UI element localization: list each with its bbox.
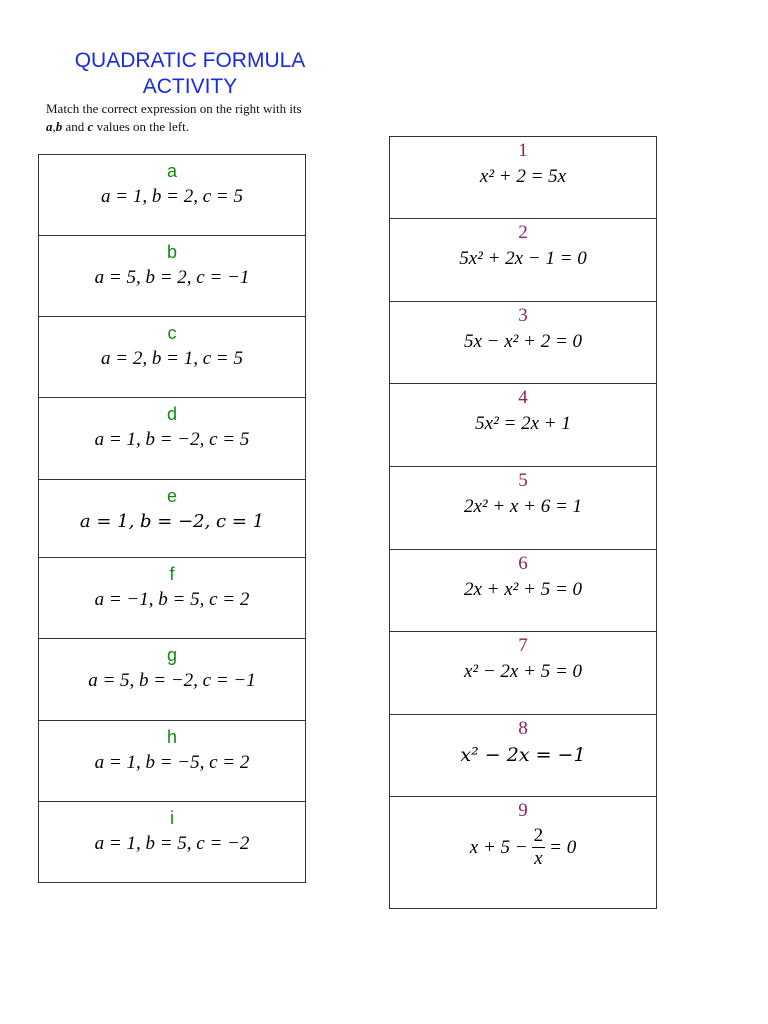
- right-card-9: [389, 797, 657, 909]
- expr-left: x + 5 −: [469, 836, 528, 858]
- instr-b: b: [55, 119, 63, 134]
- expr-right: = 0: [549, 836, 577, 858]
- left-card-c: [38, 317, 306, 398]
- right-card-expression: 5x² + 2x − 1 = 0: [459, 248, 587, 269]
- instr-comma: ,: [52, 119, 56, 134]
- left-card-label: e: [166, 486, 177, 506]
- left-card-label: b: [166, 242, 177, 262]
- right-card-5: [389, 467, 657, 550]
- right-card-expression: x² − 2x + 5 = 0: [463, 661, 583, 682]
- left-card-expression: a = 1, b = 5, c = −2: [94, 833, 250, 854]
- left-card-i: [38, 802, 306, 883]
- instructions-part1: Match the correct expression on the right with its: [46, 101, 302, 116]
- left-card-expression: a = 5, b = 2, c = −1: [94, 267, 250, 288]
- left-card-expression: a = −1, b = 5, c = 2: [94, 589, 250, 610]
- left-card-d: [38, 398, 306, 480]
- right-card-label: 1: [518, 140, 528, 161]
- title-line-2: ACTIVITY: [142, 75, 238, 98]
- right-card-label: 3: [518, 305, 528, 326]
- right-card-6: [389, 550, 657, 632]
- left-card-label: a: [166, 161, 177, 181]
- instructions-part2: values on the left.: [93, 119, 189, 134]
- right-card-expression: x² + 2 = 5x: [479, 166, 567, 187]
- fraction: [532, 825, 546, 870]
- instr-a: a: [46, 119, 53, 134]
- left-card-label: c: [167, 323, 177, 343]
- instr-c: c: [87, 119, 94, 134]
- right-card-label: 2: [518, 222, 528, 243]
- page-title: [40, 48, 340, 100]
- right-card-7: [389, 632, 657, 715]
- right-card-expression: 5x² = 2x + 1: [475, 413, 571, 434]
- title-line-1: QUADRATIC FORMULA: [74, 49, 306, 72]
- right-card-expression: 5x − x² + 2 = 0: [463, 331, 583, 352]
- left-card-a: [38, 154, 306, 236]
- left-card-label: g: [166, 645, 177, 665]
- right-card-2: [389, 219, 657, 302]
- left-card-label: h: [166, 727, 177, 747]
- left-card-label: d: [166, 404, 177, 424]
- fraction-denominator: x: [534, 848, 543, 869]
- right-card-expression: x² − 2x = −1: [460, 744, 586, 766]
- right-card-label: 5: [518, 470, 528, 491]
- left-card-label: i: [170, 808, 174, 828]
- left-card-f: [38, 558, 306, 639]
- left-card-expression: a = 2, b = 1, c = 5: [101, 348, 243, 369]
- right-card-1: [389, 136, 657, 219]
- instr-and: and: [62, 119, 88, 134]
- right-card-expression: 2x + x² + 5 = 0: [463, 579, 583, 600]
- right-card-expression: [470, 825, 576, 870]
- right-card-label: 6: [518, 553, 528, 574]
- left-card-b: [38, 236, 306, 317]
- left-card-g: [38, 639, 306, 721]
- left-card-label: f: [169, 564, 175, 584]
- left-card-expression: a = 1, b = −2, c = 1: [79, 511, 265, 532]
- right-card-label: 4: [518, 387, 528, 408]
- instructions: [46, 100, 366, 136]
- right-card-label: 8: [518, 718, 528, 739]
- left-card-e: [38, 480, 306, 558]
- right-card-label: 9: [518, 800, 528, 821]
- right-card-4: [389, 384, 657, 467]
- left-card-expression: a = 1, b = −5, c = 2: [94, 752, 250, 773]
- right-card-expression: 2x² + x + 6 = 1: [463, 496, 583, 517]
- left-card-expression: a = 1, b = −2, c = 5: [94, 429, 250, 450]
- left-card-h: [38, 721, 306, 802]
- fraction-numerator: 2: [533, 825, 544, 846]
- right-card-8: [389, 715, 657, 797]
- right-card-label: 7: [518, 635, 528, 656]
- left-card-expression: a = 1, b = 2, c = 5: [101, 186, 243, 207]
- right-card-3: [389, 302, 657, 384]
- left-card-expression: a = 5, b = −2, c = −1: [88, 670, 256, 691]
